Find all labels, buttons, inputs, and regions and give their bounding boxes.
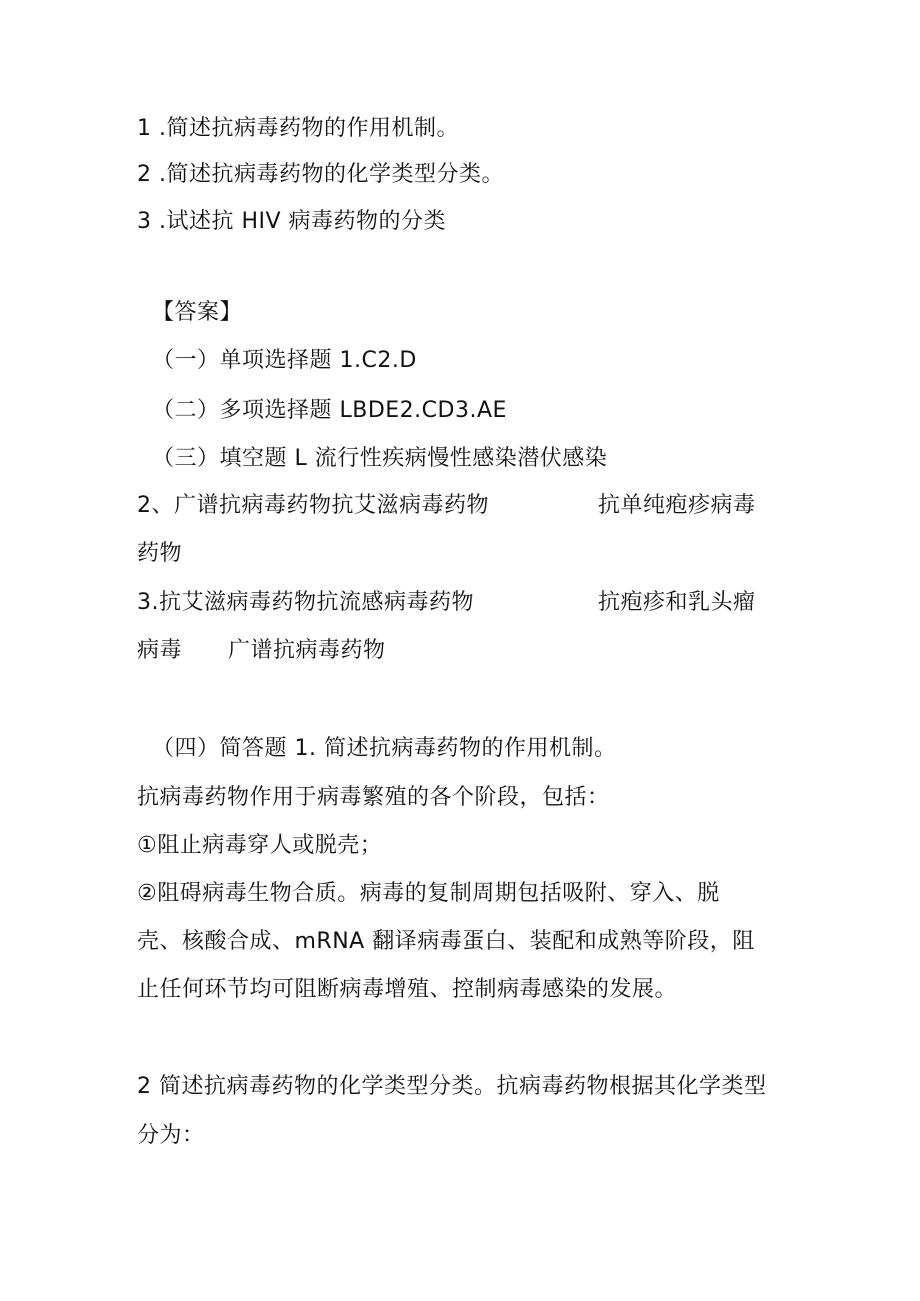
question-1: 1 .简述抗病毒药物的作用机制。 bbox=[137, 116, 459, 141]
short-answer-point-2-line-3: 止任何环节均可阻断病毒增殖、控制病毒感染的发展。 bbox=[137, 977, 678, 1002]
short-answer-heading: （四）简答题 1. 简述抗病毒药物的作用机制。 bbox=[152, 736, 617, 761]
fill-item-2-right: 抗单纯疱疹病毒 bbox=[598, 493, 756, 518]
fill-blank-answers: （三）填空题 L 流行性疾病慢性感染潜伏感染 bbox=[152, 446, 608, 471]
short-answer-point-1: ①阻止病毒穿人或脱壳； bbox=[137, 833, 383, 858]
fill-item-3-cont-a: 病毒 bbox=[137, 638, 183, 663]
fill-item-3-left: 3.抗艾滋病毒药物抗流感病毒药物 bbox=[137, 590, 474, 615]
question-3: 3 .试述抗 HIV 病毒药物的分类 bbox=[137, 209, 447, 234]
fill-item-2-continued: 药物 bbox=[137, 541, 183, 566]
short-answer-intro: 抗病毒药物作用于病毒繁殖的各个阶段，包括： bbox=[137, 785, 610, 810]
fill-item-2-left: 2、广谱抗病毒药物抗艾滋病毒药物 bbox=[137, 493, 489, 518]
fill-item-3-cont-b: 广谱抗病毒药物 bbox=[228, 638, 386, 663]
short-answer-q2-line-2: 分为： bbox=[137, 1123, 205, 1148]
question-2: 2 .简述抗病毒药物的化学类型分类。 bbox=[137, 162, 504, 187]
multiple-choice-answers: （二）多项选择题 LBDE2.CD3.AE bbox=[152, 398, 507, 423]
single-choice-answers: （一）单项选择题 1.C2.D bbox=[152, 348, 417, 373]
answer-heading: 【答案】 bbox=[152, 300, 243, 325]
fill-item-3-right: 抗疱疹和乳头瘤 bbox=[598, 590, 756, 615]
short-answer-point-2-line-2: 壳、核酸合成、mRNA 翻译病毒蛋白、装配和成熟等阶段，阻 bbox=[137, 929, 755, 954]
short-answer-q2-line-1: 2 简述抗病毒药物的化学类型分类。抗病毒药物根据其化学类型 bbox=[137, 1074, 767, 1099]
short-answer-point-2-line-1: ②阻碍病毒生物合质。病毒的复制周期包括吸附、穿入、脱 bbox=[137, 881, 720, 906]
